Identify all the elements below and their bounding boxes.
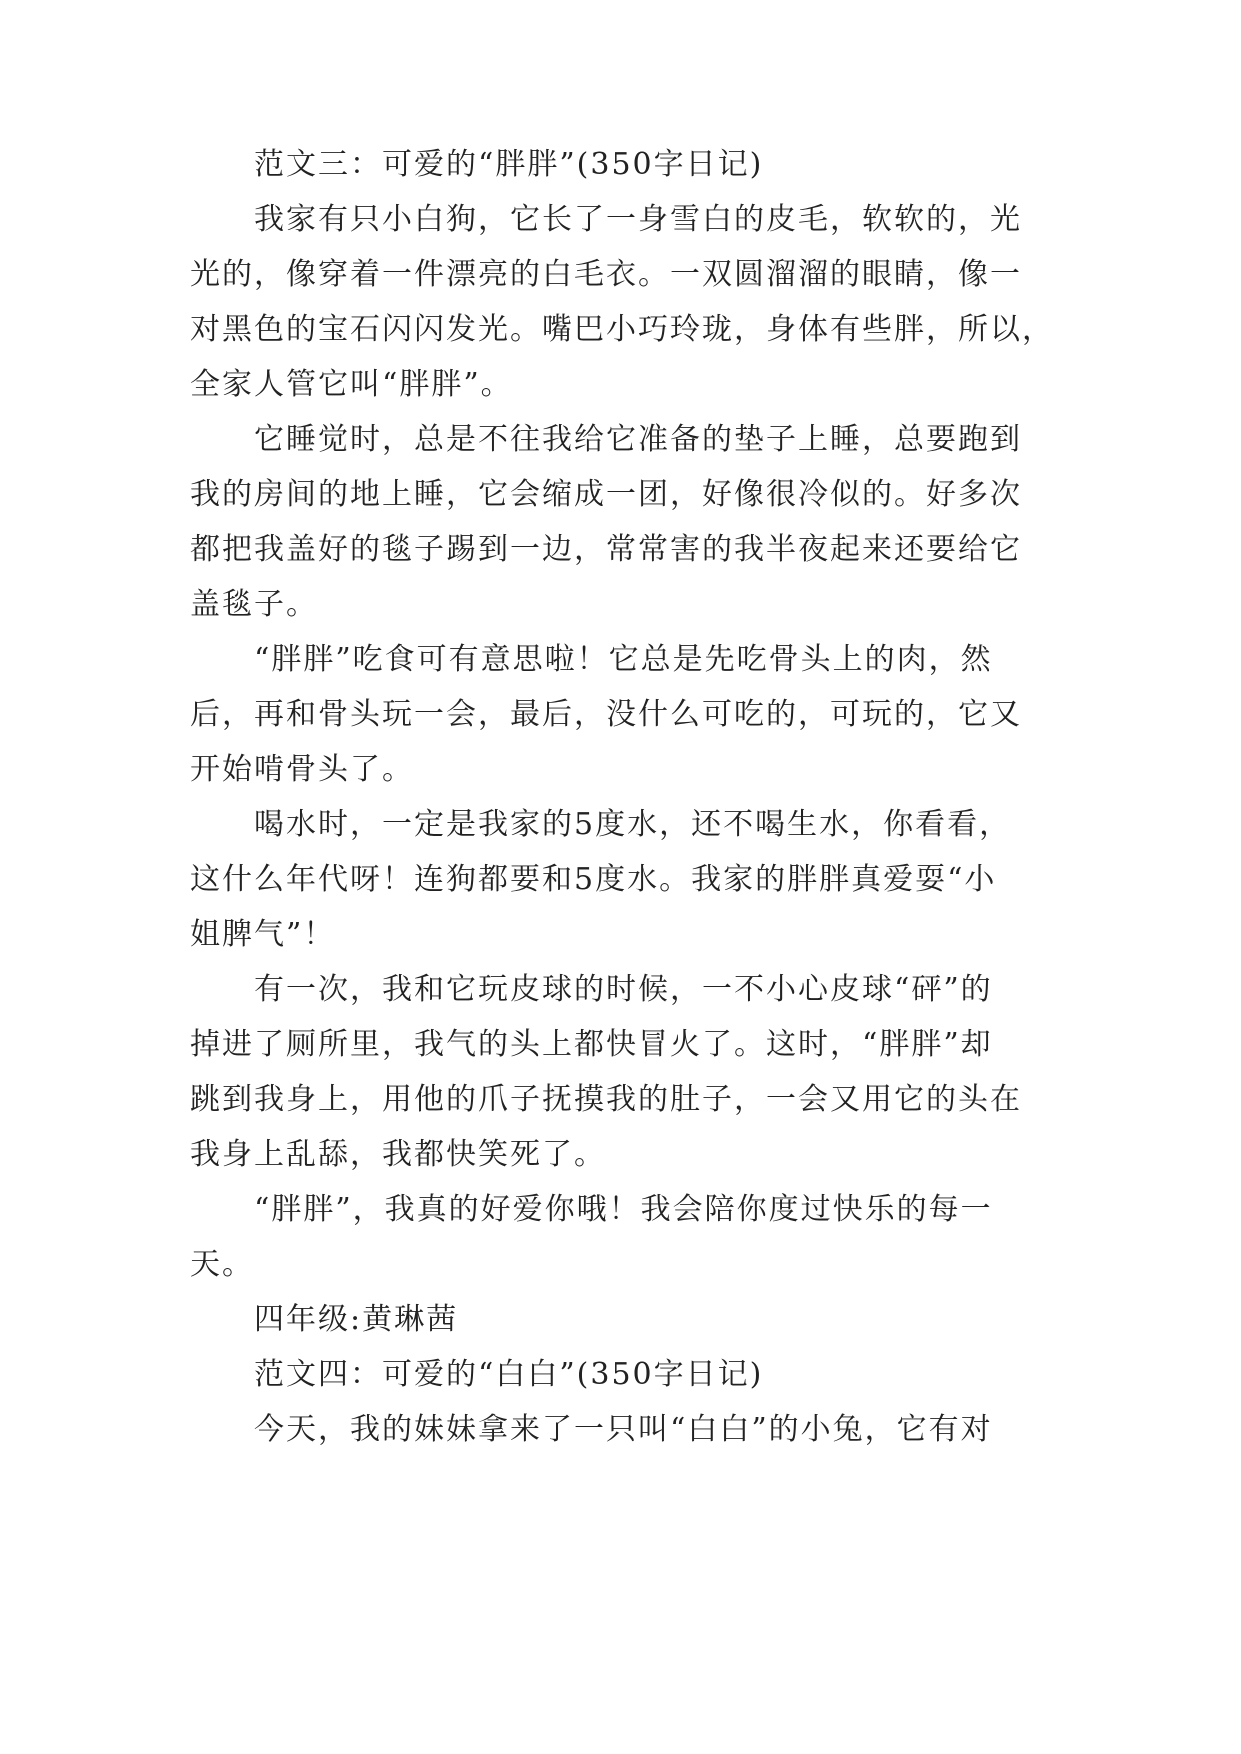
author-line: 四年级:黄琳茜 [254,1302,459,1337]
text-line: “胖胖”，我真的好爱你哦！我会陪你度过快乐的每一 [254,1192,993,1227]
text-line: 后，再和骨头玩一会，最后，没什么可吃的，可玩的，它又 [190,697,1022,732]
text-line: 开始啃骨头了。 [190,752,414,787]
text-line: 都把我盖好的毯子踢到一边，常常害的我半夜起来还要给它 [190,532,1022,567]
text-line: 我身上乱舔，我都快笑死了。 [190,1137,606,1172]
text-line: 盖毯子。 [190,587,318,622]
text-line: 姐脾气”！ [190,917,336,952]
text-line: 它睡觉时，总是不往我给它准备的垫子上睡，总要跑到 [254,422,1022,457]
essay-three-title: 范文三：可爱的“胖胖”(350字日记) [254,147,764,182]
text-line: 这什么年代呀！连狗都要和5度水。我家的胖胖真爱耍“小 [190,862,997,897]
text-line: 我的房间的地上睡，它会缩成一团，好像很冷似的。好多次 [190,477,1022,512]
text-line: “胖胖”吃食可有意思啦！它总是先吃骨头上的肉，然 [254,642,993,677]
text-line: 今天，我的妹妹拿来了一只叫“白白”的小兔，它有对 [254,1412,993,1447]
text-line: 我家有只小白狗，它长了一身雪白的皮毛，软软的，光 [254,202,1022,237]
text-line: 掉进了厕所里，我气的头上都快冒火了。这时，“胖胖”却 [190,1027,993,1062]
essay-four-title: 范文四：可爱的“白白”(350字日记) [254,1357,764,1392]
text-line: 跳到我身上，用他的爪子抚摸我的肚子，一会又用它的头在 [190,1082,1022,1117]
text-line: 光的，像穿着一件漂亮的白毛衣。一双圆溜溜的眼睛，像一 [190,257,1022,292]
text-line: 喝水时，一定是我家的5度水，还不喝生水，你看看， [254,807,1012,842]
text-line: 天。 [190,1247,254,1282]
text-line: 有一次，我和它玩皮球的时候，一不小心皮球“砰”的 [254,972,993,1007]
text-line: 全家人管它叫“胖胖”。 [190,367,513,402]
text-line: 对黑色的宝石闪闪发光。嘴巴小巧玲珑，身体有些胖，所以， [190,312,1054,347]
